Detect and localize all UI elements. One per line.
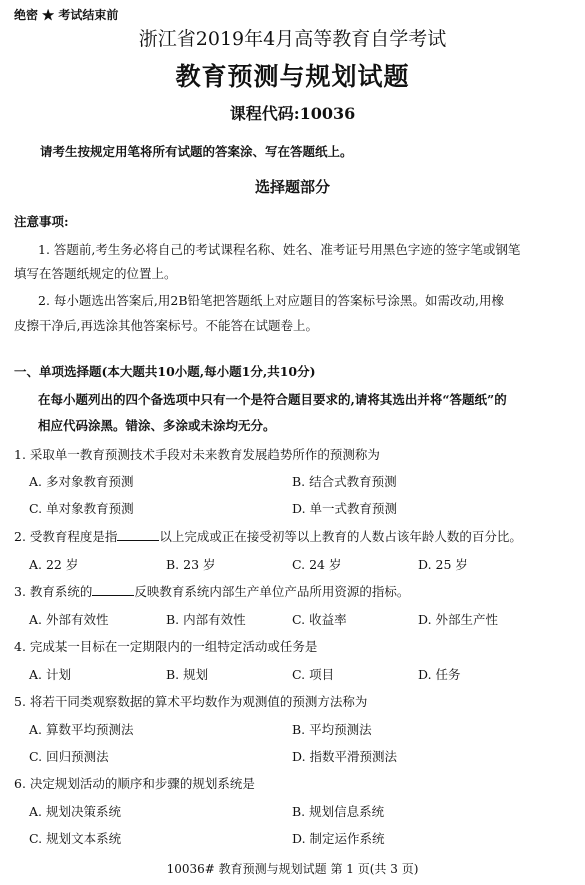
question-4-option-b: B. 规划: [166, 667, 209, 682]
question-2-stem-start: 2. 受教育程度是指: [14, 529, 118, 544]
question-1-option-a: A. 多对象教育预测: [29, 474, 134, 489]
question-6-option-c: C. 规划文本系统: [29, 831, 122, 846]
question-3-option-a: A. 外部有效性: [29, 612, 109, 627]
page-footer: 10036# 教育预测与规划试题 第 1 页(共 3 页): [166, 862, 419, 876]
question-4-option-a: A. 计划: [29, 667, 71, 682]
note-1-line-2: 填写在答题纸规定的位置上。: [14, 266, 177, 281]
question-5-option-c: C. 回归预测法: [29, 749, 109, 764]
question-2-option-a: A. 22 岁: [29, 557, 79, 572]
question-3-stem: [14, 582, 409, 600]
question-3-stem-end: 反映教育系统内部生产单位产品所用资源的指标。: [134, 584, 410, 599]
question-1-option-d: D. 单一式教育预测: [292, 501, 398, 516]
part-1-desc-line-2: 相应代码涂黑。错涂、多涂或未涂均无分。: [38, 418, 276, 433]
part-1-title: 一、单项选择题(本大题共10小题,每小题1分,共10分): [14, 364, 316, 379]
paper-title: 教育预测与规划试题: [175, 62, 410, 91]
question-6-stem: 6. 决定规划活动的顺序和步骤的规划系统是: [14, 776, 255, 791]
notes-title: 注意事项:: [14, 214, 69, 229]
secret-label: 绝密 ★ 考试结束前: [14, 8, 119, 22]
question-2-stem-end: 以上完成或正在接受初等以上教育的人数占该年龄人数的百分比。: [159, 529, 522, 544]
question-4-option-c: C. 项目: [292, 667, 335, 682]
note-1-line-1: 1. 答题前,考生务必将自己的考试课程名称、姓名、准考证号用黑色字迹的签字笔或钢笔: [38, 242, 521, 257]
note-2-line-2: 皮擦干净后,再选涂其他答案标号。不能答在试题卷上。: [14, 318, 318, 333]
question-3-stem-start: 3. 教育系统的: [14, 584, 93, 599]
question-5-option-b: B. 平均预测法: [292, 722, 372, 737]
question-2-option-b: B. 23 岁: [166, 557, 216, 572]
question-1-stem: 1. 采取单一教育预测技术手段对未来教育发展趋势所作的预测称为: [14, 447, 380, 462]
instruction-text: 请考生按规定用笔将所有试题的答案涂、写在答题纸上。: [40, 144, 353, 159]
question-1-option-c: C. 单对象教育预测: [29, 501, 134, 516]
note-2-line-1: 2. 每小题选出答案后,用2B铅笔把答题纸上对应题目的答案标号涂黑。如需改动,用橡: [38, 293, 504, 308]
question-1-option-b: B. 结合式教育预测: [292, 474, 397, 489]
question-5-option-a: A. 算数平均预测法: [29, 722, 134, 737]
question-6-option-d: D. 制定运作系统: [292, 831, 385, 846]
question-2-stem: [14, 527, 522, 545]
exam-title: 浙江省2019年4月高等教育自学考试: [138, 28, 447, 50]
question-5-option-d: D. 指数平滑预测法: [292, 749, 398, 764]
question-6-option-b: B. 规划信息系统: [292, 804, 385, 819]
course-code: 课程代码:10036: [229, 104, 356, 123]
question-2-option-d: D. 25 岁: [418, 557, 468, 572]
question-3-option-b: B. 内部有效性: [166, 612, 246, 627]
answer-blank: [92, 585, 134, 596]
answer-blank: [117, 530, 159, 541]
section-title: 选择题部分: [254, 178, 330, 196]
question-3-option-c: C. 收益率: [292, 612, 347, 627]
question-4-stem: 4. 完成某一目标在一定期限内的一组特定活动或任务是: [14, 639, 318, 654]
part-1-desc-line-1: 在每小题列出的四个备选项中只有一个是符合题目要求的,请将其选出并将“答题纸”的: [38, 392, 507, 407]
question-4-option-d: D. 任务: [418, 667, 461, 682]
question-2-option-c: C. 24 岁: [292, 557, 342, 572]
question-5-stem: 5. 将若干同类观察数据的算术平均数作为观测值的预测方法称为: [14, 694, 368, 709]
question-3-option-d: D. 外部生产性: [418, 612, 499, 627]
question-6-option-a: A. 规划决策系统: [29, 804, 121, 819]
